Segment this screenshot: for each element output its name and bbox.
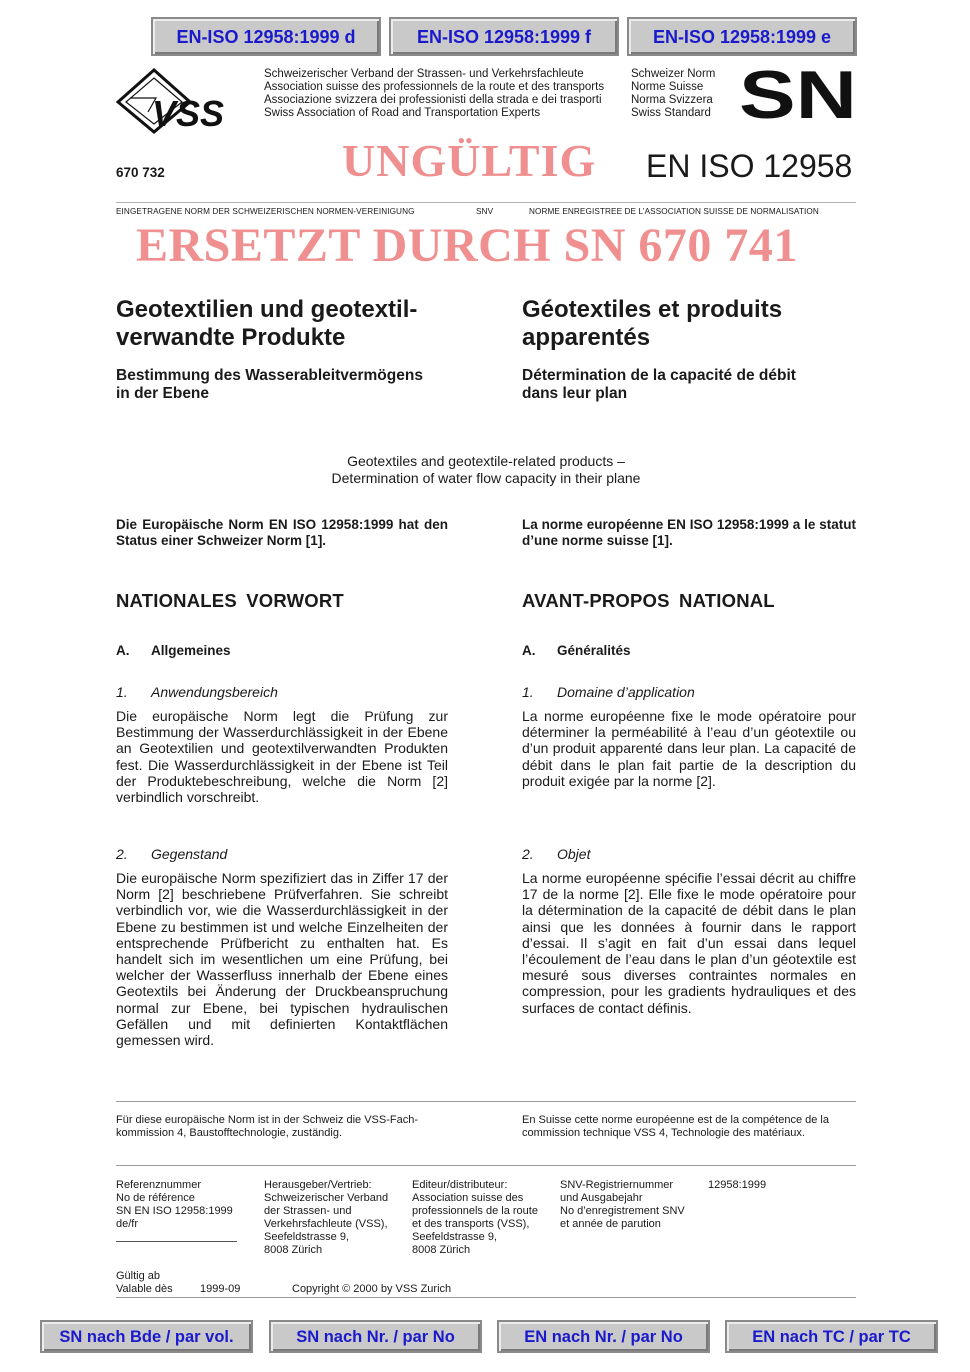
section-number: 2. <box>116 846 128 862</box>
reference-line: Referenznummer <box>116 1179 201 1191</box>
footer-rule-1 <box>116 1101 856 1102</box>
norm-line: Norma Svizzera <box>631 94 713 106</box>
nav-button-label: SN nach Nr. / par No <box>296 1328 455 1346</box>
competence-de-line: kommission 4, Baustofftechnologie, zuständig. <box>116 1127 343 1139</box>
nav-button-english[interactable] <box>627 17 857 56</box>
section-number: A. <box>116 643 130 658</box>
publisher-line: 8008 Zürich <box>412 1244 471 1256</box>
norm-line: Schweizer Norm <box>631 68 716 80</box>
reference-line: No de référence <box>116 1192 195 1204</box>
nav-button-label: EN nach TC / par TC <box>752 1328 911 1346</box>
doc-number: 670 732 <box>116 165 165 180</box>
competence-fr <box>522 1114 862 1140</box>
sn-logo-text: SN <box>740 64 857 122</box>
snv-line: No d’enregistrement SNV <box>560 1205 685 1217</box>
norm-line: Norme Suisse <box>631 81 704 93</box>
title-fr <box>522 296 862 352</box>
section-label: Généralités <box>557 643 631 658</box>
invalid-stamp: UNGÜLTIG <box>342 135 597 186</box>
footer-rule-3 <box>116 1297 856 1298</box>
section-2-text-fr: La norme européenne spécifie l’essai décrit au chiffre 17 de la norme [2]. Elle fixe le mode opératoire pour la détermination de la capacité de débit dans le plan ainsi que les données à fournir dans le rapport d’essai. Il s’agit en fait d’un essai dans lequel l’écoulement de l’eau dans le plan d’un géotextile est mesuré sous diverses contraintes normales en compression, pour les gradients hydrauliques et des surfaces de contact définis. <box>522 870 856 1016</box>
nav-sn-by-number-button[interactable] <box>269 1320 482 1353</box>
publisher-line: der Strassen- und <box>264 1205 352 1217</box>
nav-button-label: EN-ISO 12958:1999 e <box>652 27 832 47</box>
publisher-de <box>264 1179 404 1257</box>
subtitle-fr-line: Détermination de la capacité de débit <box>522 367 796 384</box>
section-2-text-de: Die europäische Norm spezifiziert das in Ziffer 17 der Norm [2] beschriebene Prüfverfahren. Sie schreibt verbindlich vor, wie die Wasserdurchlässigkeit in der Ebene zu bestimmen ist und welche Einzelheiten der entsprechende Prüfbericht zu enthalten hat. Es handelt sich im wesentlichen um eine Prüfung, bei welcher der Wasserfluss innerhalb der Ebene eines Geotextils bei Änderung der Druckbeanspruchung normal zur Ebene, bei typischen hydraulischen Gefällen und mit definierten Kontaktflächen gemessen wird. <box>116 870 448 1049</box>
nav-sn-by-volume-button[interactable] <box>40 1320 253 1353</box>
reference-line: SN EN ISO 12958:1999 <box>116 1205 233 1217</box>
competence-fr-line: En Suisse cette norme européenne est de la compétence de la <box>522 1114 829 1126</box>
publisher-line: et des transports (VSS), <box>412 1218 530 1230</box>
section-label: Gegenstand <box>151 846 228 862</box>
reference-number <box>116 1179 246 1231</box>
section-1-de <box>116 684 278 700</box>
reference-line: de/fr <box>116 1218 139 1230</box>
association-line: Swiss Association of Road and Transportation Experts <box>264 107 541 119</box>
snv-line: et année de parution <box>560 1218 661 1230</box>
nav-en-by-tc-button[interactable] <box>725 1320 938 1353</box>
competence-de-line: Für diese europäische Norm ist in der Schweiz die VSS-Fach- <box>116 1114 419 1126</box>
title-de-line: verwandte Produkte <box>116 324 346 351</box>
nav-button-label: EN-ISO 12958:1999 d <box>176 27 356 47</box>
replaced-stamp: ERSETZT DURCH SN 670 741 <box>136 219 798 272</box>
publisher-line: Editeur/distributeur: <box>412 1179 508 1191</box>
association-line: Schweizerischer Verband der Strassen- und Verkehrsfachleute <box>264 68 584 80</box>
publisher-line: Seefeldstrasse 9, <box>264 1231 349 1243</box>
norm-line: Swiss Standard <box>631 107 711 119</box>
registered-de: EINGETRAGENE NORM DER SCHWEIZERISCHEN NORMEN-VEREINIGUNG <box>116 207 415 216</box>
section-label: Allgemeines <box>151 643 231 658</box>
nav-button-german[interactable] <box>151 17 381 56</box>
foreword-title-fr: AVANT-PROPOS NATIONAL <box>522 590 775 611</box>
title-en-line: Geotextiles and geotextile-related products – <box>347 453 625 469</box>
snv-line: SNV-Registriernummer <box>560 1179 674 1191</box>
publisher-fr <box>412 1179 552 1257</box>
publisher-line: Association suisse des <box>412 1192 524 1204</box>
association-line: Associazione svizzera dei professionisti della strada e dei trasporti <box>264 94 602 106</box>
section-label: Objet <box>557 846 591 862</box>
sn-logo <box>740 64 858 122</box>
section-number: 2. <box>522 846 534 862</box>
vss-logo-text: VSS <box>152 93 225 134</box>
status-de: Die Europäische Norm EN ISO 12958:1999 hat den Status einer Schweizer Norm [1]. <box>116 517 448 548</box>
snv-registration-value: 12958:1999 <box>708 1179 767 1191</box>
snv-line: und Ausgabejahr <box>560 1192 643 1204</box>
publisher-line: Schweizerischer Verband <box>264 1192 389 1204</box>
norm-labels <box>631 68 741 120</box>
publisher-line: Herausgeber/Vertrieb: <box>264 1179 372 1191</box>
section-a-fr <box>522 643 631 658</box>
title-fr-line: apparentés <box>522 324 651 351</box>
vss-logo <box>116 68 258 134</box>
subtitle-de-line: Bestimmung des Wasserableitvermögens <box>116 367 423 384</box>
status-fr: La norme européenne EN ISO 12958:1999 a le statut d’une norme suisse [1]. <box>522 517 856 548</box>
reference-rule <box>116 1241 237 1242</box>
valid-label: Gültig ab <box>116 1270 161 1282</box>
section-label: Domaine d’application <box>557 684 695 700</box>
valid-label: Valable dès <box>116 1283 173 1295</box>
subtitle-fr-line: dans leur plan <box>522 385 628 402</box>
footer-rule-2 <box>116 1165 856 1166</box>
registered-fr: NORME ENREGISTREE DE L’ASSOCIATION SUISSE DE NORMALISATION <box>529 207 819 216</box>
nav-button-french[interactable] <box>389 17 619 56</box>
title-en <box>116 453 856 486</box>
section-number: 1. <box>116 684 128 700</box>
title-de <box>116 296 476 352</box>
section-1-text-de: Die europäische Norm legt die Prüfung zur Bestimmung der Wasserdurchlässigkeit in der Ebene an Geotextilien und geotextilverwandten Produkten fest. Die Wasserdurchlässigkeit in der Ebene ist Teil der Produktebeschreibung, welche die Norm [2] verbindlich vorschreibt. <box>116 708 448 806</box>
section-2-fr <box>522 846 590 862</box>
nav-en-by-number-button[interactable] <box>497 1320 710 1353</box>
foreword-title-de: NATIONALES VORWORT <box>116 590 344 611</box>
nav-button-label: EN-ISO 12958:1999 f <box>416 27 592 47</box>
section-1-text-fr: La norme européenne fixe le mode opératoire pour déterminer la perméabilité à l’eau d’un géotextile ou d’un produit apparenté dans leur plan. La capacité de débit dans le plan fait partie de la description du produit exigée par la norme [2]. <box>522 708 856 789</box>
nav-button-label: EN nach Nr. / par No <box>524 1328 683 1346</box>
title-de-line: Geotextilien und geotextil- <box>116 296 418 323</box>
association-line: Association suisse des professionnels de la route et des transports <box>264 81 605 93</box>
header-rule <box>116 202 856 203</box>
subtitle-fr <box>522 367 862 403</box>
standard-number: EN ISO 12958 <box>646 148 853 184</box>
valid-date: 1999-09 <box>200 1283 241 1295</box>
title-fr-line: Géotextiles et produits <box>522 296 783 323</box>
section-a-de <box>116 643 231 658</box>
subtitle-de <box>116 367 476 403</box>
section-number: 1. <box>522 684 534 700</box>
publisher-line: Seefeldstrasse 9, <box>412 1231 497 1243</box>
association-names <box>264 68 624 120</box>
snv-label: SNV <box>476 207 494 216</box>
publisher-line: 8008 Zürich <box>264 1244 323 1256</box>
publisher-line: Verkehrsfachleute (VSS), <box>264 1218 388 1230</box>
competence-de <box>116 1114 496 1140</box>
subtitle-de-line: in der Ebene <box>116 385 210 402</box>
copyright: Copyright © 2000 by VSS Zurich <box>292 1283 452 1295</box>
competence-fr-line: commission technique VSS 4, Technologie des matériaux. <box>522 1127 805 1139</box>
section-2-de <box>116 846 227 862</box>
publisher-line: professionnels de la route <box>412 1205 538 1217</box>
section-number: A. <box>522 643 536 658</box>
nav-button-label: SN nach Bde / par vol. <box>59 1328 234 1346</box>
section-1-fr <box>522 684 695 700</box>
section-label: Anwendungsbereich <box>151 684 278 700</box>
snv-registration <box>560 1179 702 1231</box>
title-en-line: Determination of water flow capacity in their plane <box>331 469 641 486</box>
